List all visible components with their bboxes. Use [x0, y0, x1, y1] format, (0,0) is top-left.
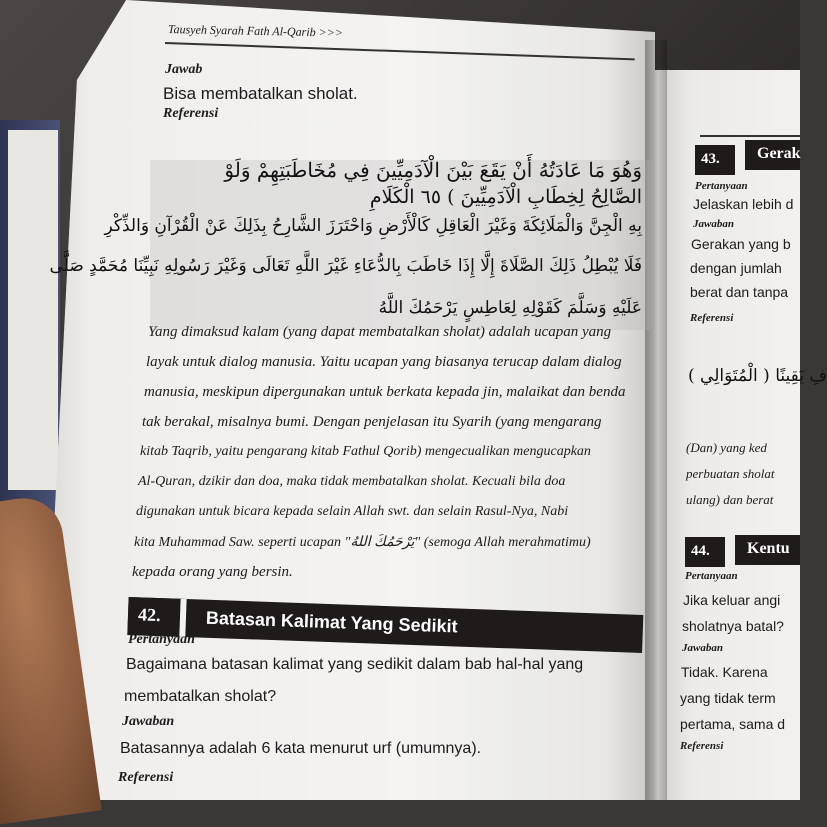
explanation-line-9: kepada orang yang bersin.: [132, 564, 293, 580]
right-jawaban-line-1: Gerakan yang b: [691, 236, 791, 252]
right-jawaban-2-line-3: pertama, sama d: [680, 716, 786, 732]
jawab-text: Bisa membatalkan sholat.: [163, 84, 358, 103]
right-jawaban-2-label: Jawaban: [682, 642, 723, 654]
arabic-line-1: وَهُوَ مَا عَادَتُهُ أَنْ يَقَعَ بَيْنَ الْآدَمِيِّينَ فِي مُخَاطَبَتِهِمْ وَلَوْ: [224, 158, 642, 182]
right-jawaban-label: Jawaban: [693, 218, 734, 230]
right-pertanyaan-2-line-2: sholatnya batal?: [682, 618, 784, 634]
jawaban-text: Batasannya adalah 6 kata menurut urf (umumnya).: [120, 740, 482, 757]
referensi-label: Referensi: [163, 106, 219, 121]
explanation-line-1: Yang dimaksud kalam (yang dapat membatalkan sholat) adalah ucapan yang: [148, 324, 612, 340]
right-translation-line-2: perbuatan sholat: [686, 466, 775, 481]
pertanyaan-line-1: Bagaimana batasan kalimat yang sedikit dalam bab hal-hal yang: [126, 656, 584, 673]
right-translation-line-3: ulang) dan berat: [686, 492, 774, 507]
arabic-line-3: بِهِ الْجِنَّ وَالْمَلَائِكَةَ وَغَيْرَ الْعَاقِلِ كَالْأَرْضِ وَاحْتَرَزَ الشَّارِحُ بِذَلِكَ عَنْ الْقُرْآنِ وَالذِّكْرِ: [104, 216, 642, 236]
explanation-line-6: Al-Quran, dzikir dan doa, maka tidak membatalkan sholat. Kecuali bila doa: [138, 474, 566, 489]
section-43-title: Gerak: [757, 145, 801, 162]
right-jawaban-2-line-2: yang tidak term: [680, 690, 776, 706]
book-gutter: [645, 40, 667, 800]
referensi-2-label: Referensi: [118, 770, 174, 785]
right-pertanyaan-2-label: Pertanyaan: [685, 570, 738, 582]
section-number-box: [127, 597, 186, 637]
arabic-line-2: الصَّالِحُ لِخِطَابِ الْآدَمِيِّينَ ) ٦٥ الْكَلَامِ: [369, 186, 642, 208]
right-jawaban-line-2: dengan jumlah: [690, 260, 782, 276]
explanation-line-7: digunakan untuk bicara kepada selain Allah swt. dan selain Rasul-Nya, Nabi: [136, 504, 569, 519]
explanation-line-2: layak untuk dialog manusia. Yaitu ucapan yang biasanya terucap dalam dialog: [146, 354, 622, 370]
pertanyaan-line-2: membatalkan sholat?: [124, 688, 277, 705]
right-referensi-label: Referensi: [690, 312, 734, 324]
section-44-title: Kentu: [747, 540, 790, 557]
arabic-line-4: فَلَا يُبْطِلُ ذَلِكَ الصَّلَاةَ إِلَّا إِذَا خَاطَبَ بِالدُّعَاءِ غَيْرَ اللَّهِ تَعَالَى وَغَيْرَ رَسُولِهِ نَبِيِّنَا مُحَمَّدٍ صَلَّى: [49, 256, 642, 276]
right-referensi-2-label: Referensi: [680, 740, 724, 752]
explanation-line-3: manusia, meskipun dipergunakan untuk berkata kepada jin, malaikat dan benda: [144, 384, 626, 400]
section-43-title-bar: [745, 140, 800, 170]
pertanyaan-label: Pertanyaan: [128, 632, 195, 647]
jawaban-label: Jawaban: [122, 714, 175, 729]
section-43-number: 43.: [701, 151, 720, 167]
section-title: Batasan Kalimat Yang Sedikit: [205, 607, 458, 637]
explanation-line-8: kita Muhammad Saw. seperti ucapan "يَرْحَمُكَ اللهُ" (semoga Allah merahmatimu): [134, 535, 591, 550]
right-jawaban-2-line-1: Tidak. Karena: [681, 664, 768, 680]
section-44-title-bar: [735, 535, 800, 565]
right-translation-line-1: (Dan) yang ked: [686, 440, 767, 455]
section-44-number: 44.: [691, 543, 710, 559]
explanation-line-5: kitab Taqrib, yaitu pengarang kitab Fathul Qorib) mengecualikan mengucapkan: [140, 444, 591, 459]
jawab-label: Jawab: [165, 62, 203, 77]
section-44-number-box: [685, 537, 725, 567]
running-head: Tausyeh Syarah Fath Al-Qarib >>>: [167, 22, 344, 40]
right-jawaban-line-3: berat dan tanpa: [690, 284, 789, 300]
explanation-line-4: tak berakal, misalnya bumi. Dengan penjelasan itu Syarih (yang mengarang: [142, 414, 602, 430]
section-43-number-box: [695, 145, 735, 175]
underlying-book-pages: [8, 130, 58, 490]
right-arabic-fragment: فِ يَقِينًا ( الْمُتَوَالِي ): [688, 366, 827, 386]
right-header-rule: [700, 135, 800, 137]
section-number: 42.: [137, 604, 161, 626]
right-pertanyaan-label: Pertanyaan: [695, 180, 748, 192]
right-pertanyaan-text: Jelaskan lebih d: [693, 196, 794, 212]
right-pertanyaan-2-line-1: Jika keluar angi: [683, 592, 781, 608]
arabic-line-5: عَلَيْهِ وَسَلَّمَ كَقَوْلِهِ لِعَاطِسٍ يَرْحَمُكَ اللَّهُ: [378, 298, 642, 318]
